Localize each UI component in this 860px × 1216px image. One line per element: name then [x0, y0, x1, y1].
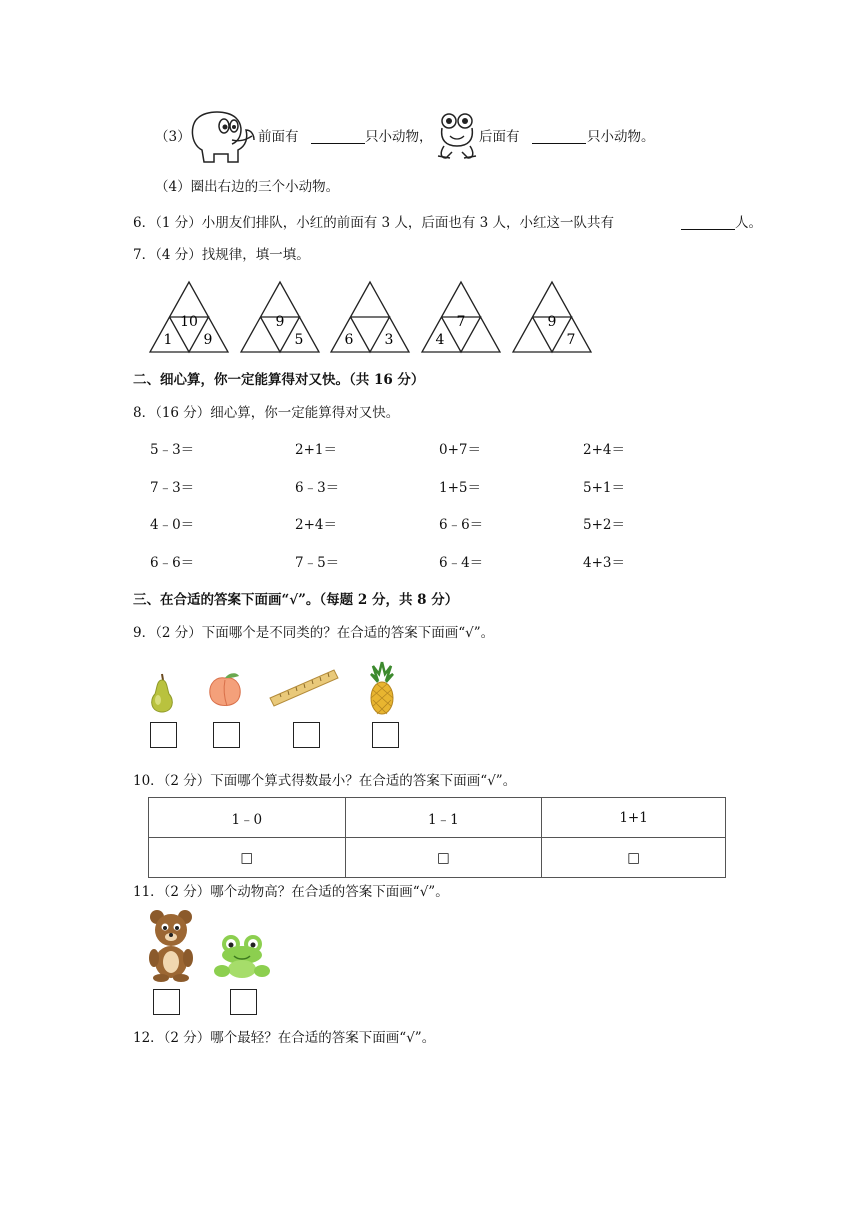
q10-text: 10．（2 分）下面哪个算式得数最小？在合适的答案下面画“√”。 [133, 773, 517, 789]
frog-icon [214, 933, 270, 979]
calc-item: 5+1＝ [583, 480, 625, 496]
section2-title: 二、细心算，你一定能算得对又快。（共 16 分） [133, 372, 425, 388]
calc-item: 0+7＝ [439, 442, 481, 458]
answer-checkbox[interactable] [372, 722, 399, 748]
q9-text: 9．（2 分）下面哪个是不同类的？在合适的答案下面画“√”。 [133, 625, 495, 641]
triangle-4 [422, 282, 500, 352]
answer-checkbox[interactable] [230, 989, 257, 1015]
answer-checkbox[interactable]: □ [149, 838, 346, 878]
triangle-top-number: 9 [547, 314, 557, 330]
q5-back-text: 后面有 [479, 129, 520, 145]
calc-item: 4﹣0＝ [150, 517, 195, 533]
answer-checkbox[interactable] [153, 989, 180, 1015]
table-header-cell: 1﹣0 [149, 798, 346, 838]
q8-text: 8．（16 分）细心算，你一定能算得对又快。 [133, 405, 400, 421]
calc-item: 7﹣3＝ [150, 480, 195, 496]
bear-icon [148, 908, 194, 982]
triangle-5 [513, 282, 591, 352]
calc-item: 6﹣3＝ [295, 480, 340, 496]
triangle-top-number: 10 [180, 314, 198, 330]
triangle-top-number: 7 [456, 314, 466, 330]
pineapple-icon [367, 660, 397, 716]
q10-table [148, 797, 726, 878]
calc-item: 6﹣4＝ [439, 555, 484, 571]
calc-item: 1+5＝ [439, 480, 481, 496]
table-header-cell: 1+1 [542, 798, 726, 838]
calc-item: 5﹣3＝ [150, 442, 195, 458]
table-row [149, 838, 726, 878]
pear-icon [147, 672, 177, 714]
table-header-cell: 1﹣1 [345, 798, 542, 838]
triangle-3 [331, 282, 409, 352]
answer-checkbox[interactable]: □ [345, 838, 542, 878]
calc-item: 7﹣5＝ [295, 555, 340, 571]
calc-item: 2+4＝ [295, 517, 337, 533]
q5-part3-label: （3） [155, 129, 191, 145]
answer-checkbox[interactable] [150, 722, 177, 748]
q5-unit1: 只小动物， [365, 129, 433, 145]
q5-unit2: 只小动物。 [587, 129, 655, 145]
calc-item: 4+3＝ [583, 555, 625, 571]
triangle-left-number: 6 [344, 332, 354, 348]
triangle-1 [150, 282, 228, 352]
triangle-right-number: 7 [566, 332, 576, 348]
triangle-left-number: 1 [163, 332, 173, 348]
triangle-2 [241, 282, 319, 352]
answer-checkbox[interactable] [293, 722, 320, 748]
triangle-right-number: 9 [203, 332, 213, 348]
calc-item: 5+2＝ [583, 517, 625, 533]
table-row [149, 798, 726, 838]
q11-text: 11．（2 分）哪个动物高？在合适的答案下面画“√”。 [133, 884, 449, 900]
section3-title: 三、在合适的答案下面画“√”。（每题 2 分，共 8 分） [133, 592, 459, 608]
q5-part4: （4）圈出右边的三个小动物。 [155, 179, 340, 195]
triangle-right-number: 5 [294, 332, 304, 348]
triangle-right-number: 3 [384, 332, 394, 348]
triangle-top-number: 9 [275, 314, 285, 330]
peach-icon [205, 672, 245, 710]
q7-text: 7．（4 分）找规律，填一填。 [133, 247, 310, 263]
answer-checkbox[interactable]: □ [542, 838, 726, 878]
calc-item: 6﹣6＝ [439, 517, 484, 533]
calc-item: 6﹣6＝ [150, 555, 195, 571]
q6-text: 6．（1 分）小朋友们排队，小红的前面有 3 人，后面也有 3 人，小红这一队共有 [133, 215, 615, 231]
calc-item: 2+1＝ [295, 442, 337, 458]
calc-item: 2+4＝ [583, 442, 625, 458]
q12-text: 12．（2 分）哪个最轻？在合适的答案下面画“√”。 [133, 1030, 436, 1046]
ruler-icon [268, 668, 340, 708]
q6-unit: 人。 [735, 215, 762, 231]
q5-front-text: 前面有 [258, 129, 299, 145]
answer-checkbox[interactable] [213, 722, 240, 748]
triangle-left-number: 4 [435, 332, 445, 348]
